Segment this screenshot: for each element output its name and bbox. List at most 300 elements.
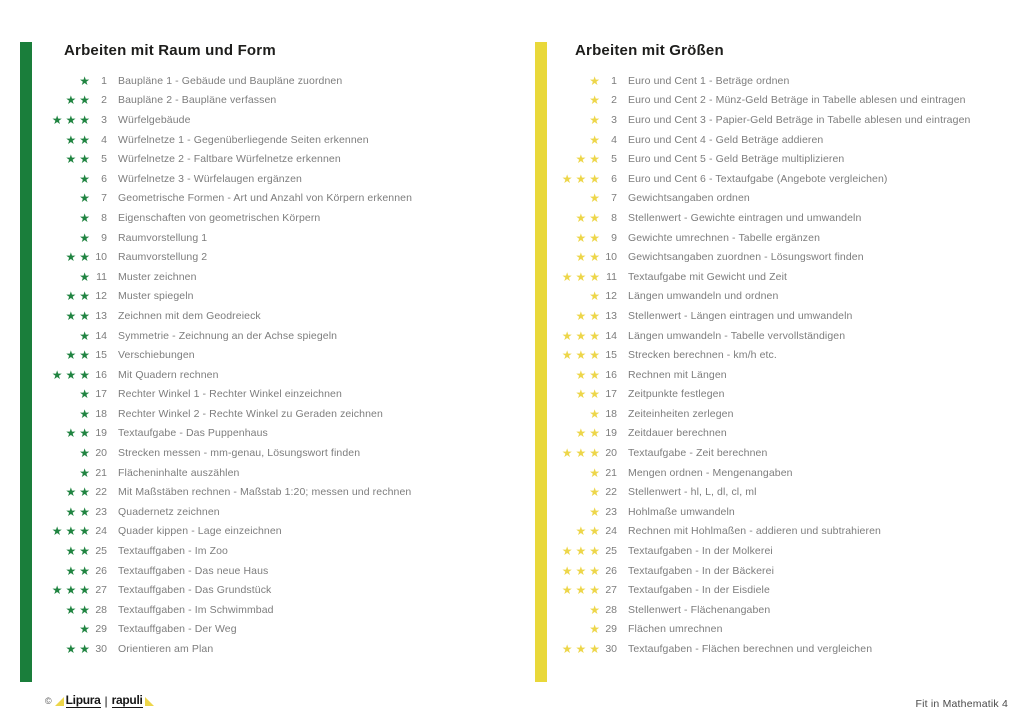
item-label: Textaufgaben - In der Molkerei [628,545,773,558]
item-label: Stellenwert - Längen eintragen und umwandeln [628,309,853,322]
star-rating [20,604,90,616]
item-label: Euro und Cent 4 - Geld Beträge addieren [628,133,824,146]
copyright-symbol: © [45,696,52,706]
list-item [535,639,1015,659]
star-rating [20,173,90,185]
item-label: Würfelnetze 1 - Gegenüberliegende Seiten erkennen [118,133,369,146]
list-item [20,267,520,287]
item-number: 21 [95,466,107,479]
star-icon: ★ [79,308,90,323]
item-label: Euro und Cent 2 - Münz-Geld Beträge in Tabelle ablesen und eintragen [628,94,966,107]
item-label: Geometrische Formen - Art und Anzahl von Körpern erkennen [118,192,413,205]
star-rating [535,173,600,185]
star-rating [20,251,90,263]
item-number: 5 [101,153,107,166]
item-number: 21 [605,466,617,479]
item-number: 29 [605,623,617,636]
star-rating [535,388,600,400]
list-item [535,91,1015,111]
star-icon: ★ [79,191,90,206]
brand-name-secondary: rapuli [111,693,143,707]
star-icon: ★ [561,269,573,284]
item-number: 17 [95,388,107,401]
star-rating [20,369,90,381]
star-icon: ★ [79,583,90,598]
star-icon: ★ [589,230,600,245]
star-icon: ★ [65,132,77,147]
star-rating [535,192,600,204]
star-icon: ★ [589,465,600,480]
star-icon: ★ [65,426,77,441]
star-icon: ★ [575,328,587,343]
item-label: Rechter Winkel 1 - Rechter Winkel einzeichnen [118,388,342,401]
item-label: Euro und Cent 5 - Geld Beträge multiplizieren [628,153,845,166]
list-item [20,522,520,542]
star-rating [535,565,600,577]
star-rating [535,153,600,165]
item-label: Würfelgebäude [118,113,191,126]
list-item [535,502,1015,522]
list-item [535,600,1015,620]
item-number: 24 [605,525,617,538]
list-item [20,385,520,405]
list-item [535,267,1015,287]
star-rating [535,369,600,381]
star-rating [20,134,90,146]
star-icon: ★ [589,269,600,284]
star-icon: ★ [589,563,600,578]
star-rating [535,251,600,263]
list-item [535,169,1015,189]
star-icon: ★ [65,544,77,559]
list-item [20,502,520,522]
star-rating [20,388,90,400]
item-label: Rechnen mit Hohlmaßen - addieren und subtrahieren [628,525,881,538]
star-rating [535,427,600,439]
item-number: 6 [611,172,617,185]
item-number: 8 [101,211,107,224]
star-icon: ★ [79,152,90,167]
star-icon: ★ [589,132,600,147]
star-icon: ★ [575,269,587,284]
list-item [20,639,520,659]
item-number: 20 [605,447,617,460]
brand-separator: | [104,694,108,708]
star-rating [535,486,600,498]
star-rating [535,271,600,283]
item-number: 13 [95,309,107,322]
item-number: 11 [606,270,617,283]
item-number: 18 [605,407,617,420]
item-number: 24 [95,525,107,538]
item-number: 1 [101,74,107,87]
star-icon: ★ [575,563,587,578]
star-icon: ★ [79,544,90,559]
list-item [20,365,520,385]
star-icon: ★ [561,642,573,657]
item-number: 23 [605,505,617,518]
item-label: Gewichtsangaben zuordnen - Lösungswort finden [628,251,864,264]
item-label: Längen umwandeln und ordnen [628,290,779,303]
item-label: Mengen ordnen - Mengenangaben [628,466,793,479]
item-label: Würfelnetze 2 - Faltbare Würfelnetze erkennen [118,153,341,166]
item-number: 16 [95,368,107,381]
star-icon: ★ [51,367,63,382]
list-item [535,345,1015,365]
list-item [535,71,1015,91]
star-icon: ★ [589,210,600,225]
star-icon: ★ [65,367,77,382]
item-label: Zeichnen mit dem Geodreieck [118,309,261,322]
star-icon: ★ [79,387,90,402]
star-icon: ★ [575,250,587,265]
star-rating [535,506,600,518]
star-icon: ★ [589,73,600,88]
item-label: Textauffgaben - Das Grundstück [118,584,272,597]
item-number: 19 [605,427,617,440]
column-title: Arbeiten mit Raum und Form [64,42,276,59]
star-icon: ★ [561,328,573,343]
list-item [535,443,1015,463]
star-icon: ★ [79,171,90,186]
star-rating [20,310,90,322]
star-icon: ★ [79,93,90,108]
item-number: 16 [605,368,617,381]
item-number: 15 [95,349,107,362]
item-label: Raumvorstellung 2 [118,251,208,264]
list-item [535,247,1015,267]
item-number: 25 [95,545,107,558]
item-label: Euro und Cent 6 - Textaufgabe (Angebote vergleichen) [628,172,888,185]
list-item [20,130,520,150]
item-number: 28 [95,603,107,616]
list-item [535,522,1015,542]
star-rating [535,584,600,596]
page-label: Fit in Mathematik 4 [915,698,1008,710]
list-item [20,561,520,581]
item-label: Gewichtsangaben ordnen [628,192,750,205]
star-icon: ★ [79,132,90,147]
star-icon: ★ [589,308,600,323]
star-icon: ★ [575,446,587,461]
item-label: Raumvorstellung 1 [118,231,208,244]
item-number: 30 [95,643,107,656]
item-list [535,71,1015,659]
item-label: Quadernetz zeichnen [118,505,220,518]
star-icon: ★ [79,328,90,343]
star-rating [20,290,90,302]
star-rating [535,114,600,126]
star-rating [535,623,600,635]
item-label: Würfelnetze 3 - Würfelaugen ergänzen [118,172,302,185]
star-icon: ★ [575,367,587,382]
star-icon: ★ [65,524,77,539]
star-rating [535,290,600,302]
star-icon: ★ [79,73,90,88]
list-item [20,443,520,463]
star-icon: ★ [561,563,573,578]
star-rating [535,94,600,106]
item-number: 2 [101,94,107,107]
item-label: Textaufgaben - Flächen berechnen und vergleichen [628,643,873,656]
list-item [535,130,1015,150]
star-rating [20,212,90,224]
star-icon: ★ [589,367,600,382]
item-label: Textaufgabe - Das Puppenhaus [118,427,268,440]
list-item [20,110,520,130]
list-item [20,189,520,209]
star-icon: ★ [589,289,600,304]
item-number: 25 [605,545,617,558]
star-icon: ★ [589,544,600,559]
star-rating [535,330,600,342]
star-rating [535,232,600,244]
star-icon: ★ [575,152,587,167]
star-icon: ★ [79,406,90,421]
star-icon: ★ [79,602,90,617]
star-rating [20,643,90,655]
list-item [20,463,520,483]
list-item [535,541,1015,561]
item-label: Textauffgaben - Im Schwimmbad [118,603,274,616]
star-icon: ★ [65,642,77,657]
item-label: Zeitdauer berechnen [628,427,727,440]
star-rating [535,447,600,459]
list-item [535,482,1015,502]
star-icon: ★ [589,171,600,186]
item-label: Euro und Cent 1 - Beträge ordnen [628,74,790,87]
star-icon: ★ [575,583,587,598]
item-label: Strecken messen - mm-genau, Lösungswort finden [118,447,361,460]
star-icon: ★ [79,622,90,637]
item-label: Baupläne 2 - Baupläne verfassen [118,94,277,107]
star-icon: ★ [65,602,77,617]
star-rating [20,94,90,106]
star-rating [535,310,600,322]
item-label: Textaufgabe mit Gewicht und Zeit [628,270,788,283]
star-rating [535,134,600,146]
star-icon: ★ [79,465,90,480]
item-number: 22 [95,486,107,499]
star-icon: ★ [575,348,587,363]
star-icon: ★ [561,446,573,461]
list-item [535,424,1015,444]
item-number: 13 [605,309,617,322]
page-footer [0,690,1024,714]
star-icon: ★ [79,250,90,265]
star-rating [20,584,90,596]
list-item [20,91,520,111]
list-item [20,345,520,365]
item-number: 14 [605,329,617,342]
item-number: 27 [605,584,617,597]
list-item [535,287,1015,307]
item-label: Textauffgaben - Im Zoo [118,545,228,558]
item-label: Rechnen mit Längen [628,368,727,381]
item-number: 19 [95,427,107,440]
list-item [20,580,520,600]
star-rating [535,408,600,420]
list-item [20,208,520,228]
item-number: 3 [101,113,107,126]
star-icon: ★ [65,289,77,304]
star-icon: ★ [575,426,587,441]
list-item [20,326,520,346]
star-icon: ★ [589,426,600,441]
star-rating [20,271,90,283]
star-icon: ★ [561,583,573,598]
star-icon: ★ [589,93,600,108]
star-icon: ★ [65,308,77,323]
item-label: Flächeninhalte auszählen [118,466,240,479]
star-icon: ★ [65,504,77,519]
list-item [20,71,520,91]
item-label: Textauffgaben - Der Weg [118,623,237,636]
item-number: 6 [101,172,107,185]
star-icon: ★ [79,426,90,441]
star-icon: ★ [561,171,573,186]
column-title: Arbeiten mit Größen [575,42,724,59]
star-icon: ★ [589,446,600,461]
item-label: Quader kippen - Lage einzeichnen [118,525,282,538]
star-rating [535,349,600,361]
star-icon: ★ [79,348,90,363]
star-rating [535,643,600,655]
item-label: Mit Maßstäben rechnen - Maßstab 1:20; messen und rechnen [118,486,412,499]
item-label: Baupläne 1 - Gebäude und Baupläne zuordnen [118,74,343,87]
item-number: 20 [95,447,107,460]
item-label: Orientieren am Plan [118,643,214,656]
star-rating [20,427,90,439]
star-icon: ★ [65,563,77,578]
star-icon: ★ [589,622,600,637]
publisher-logo [45,694,154,708]
star-icon: ★ [575,210,587,225]
star-icon: ★ [79,230,90,245]
star-icon: ★ [79,210,90,225]
item-number: 15 [605,349,617,362]
star-icon: ★ [79,524,90,539]
item-label: Zeitpunkte festlegen [628,388,725,401]
star-icon: ★ [575,642,587,657]
star-icon: ★ [589,328,600,343]
item-label: Textaufgaben - In der Bäckerei [628,564,775,577]
item-label: Gewichte umrechnen - Tabelle ergänzen [628,231,821,244]
item-number: 2 [611,94,617,107]
list-item [535,620,1015,640]
star-rating [20,486,90,498]
star-icon: ★ [589,504,600,519]
list-item [20,620,520,640]
item-number: 3 [611,113,617,126]
list-item [20,287,520,307]
star-icon: ★ [575,308,587,323]
star-rating [20,545,90,557]
item-label: Textaufgabe - Zeit berechnen [628,447,768,460]
list-item [535,463,1015,483]
item-label: Euro und Cent 3 - Papier-Geld Beträge in Tabelle ablesen und eintragen [628,113,971,126]
list-item [535,326,1015,346]
item-number: 26 [605,564,617,577]
star-rating [20,153,90,165]
item-number: 27 [95,584,107,597]
list-item [20,169,520,189]
item-label: Stellenwert - Flächenangaben [628,603,771,616]
star-icon: ★ [65,583,77,598]
star-rating [535,545,600,557]
star-icon: ★ [589,191,600,206]
star-icon: ★ [79,112,90,127]
list-item [20,424,520,444]
item-label: Längen umwandeln - Tabelle vervollständigen [628,329,846,342]
item-number: 14 [95,329,107,342]
star-icon: ★ [589,583,600,598]
star-icon: ★ [65,152,77,167]
star-icon: ★ [65,93,77,108]
star-icon: ★ [589,250,600,265]
item-number: 9 [611,231,617,244]
star-icon: ★ [79,642,90,657]
list-item [20,404,520,424]
star-icon: ★ [589,602,600,617]
star-icon: ★ [65,250,77,265]
star-icon: ★ [51,112,63,127]
item-label: Mit Quadern rechnen [118,368,219,381]
item-number: 30 [605,643,617,656]
item-number: 26 [95,564,107,577]
star-icon: ★ [65,112,77,127]
list-item [535,385,1015,405]
item-label: Rechter Winkel 2 - Rechte Winkel zu Geraden zeichnen [118,407,383,420]
star-icon: ★ [589,112,600,127]
star-rating [535,525,600,537]
star-rating [20,232,90,244]
item-number: 22 [605,486,617,499]
list-item [535,561,1015,581]
item-number: 23 [95,505,107,518]
star-rating [20,408,90,420]
star-rating [20,114,90,126]
star-rating [20,565,90,577]
star-icon: ★ [589,406,600,421]
star-rating [535,75,600,87]
list-item [20,247,520,267]
star-icon: ★ [589,642,600,657]
item-number: 5 [611,153,617,166]
star-rating [20,349,90,361]
star-rating [20,623,90,635]
star-rating [20,447,90,459]
item-list [20,71,520,659]
item-label: Eigenschaften von geometrischen Körpern [118,211,321,224]
item-number: 10 [605,251,617,264]
item-number: 18 [95,407,107,420]
star-rating [20,75,90,87]
star-icon: ★ [79,485,90,500]
item-label: Symmetrie - Zeichnung an der Achse spiegeln [118,329,338,342]
star-rating [20,467,90,479]
star-icon: ★ [65,348,77,363]
star-icon: ★ [79,446,90,461]
list-item [535,110,1015,130]
star-icon: ★ [575,524,587,539]
item-label: Textauffgaben - Das neue Haus [118,564,269,577]
list-item [535,208,1015,228]
item-number: 28 [605,603,617,616]
item-label: Verschiebungen [118,349,195,362]
item-label: Muster spiegeln [118,290,194,303]
star-icon: ★ [79,563,90,578]
